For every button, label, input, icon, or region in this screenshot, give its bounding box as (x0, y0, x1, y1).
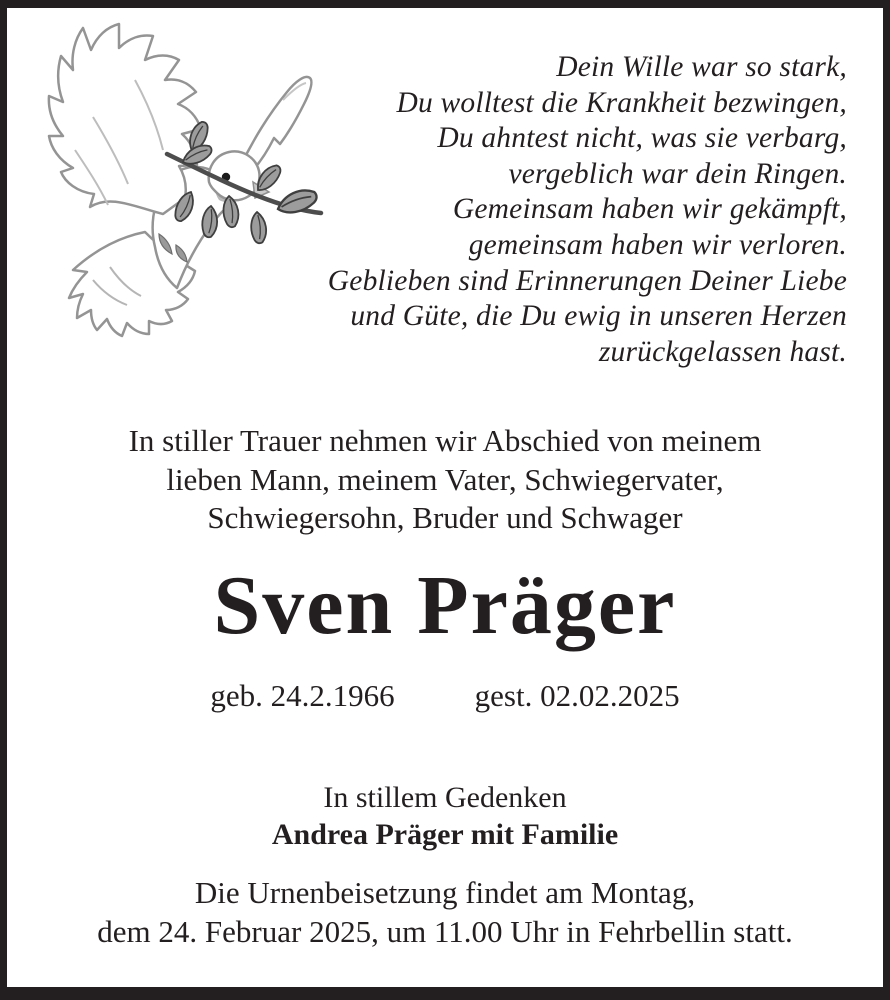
condolence-family: Andrea Präger mit Familie (271, 818, 619, 851)
poem-line: Geblieben sind Erinnerungen Deiner Liebe (327, 264, 847, 297)
memorial-poem (237, 50, 847, 370)
poem-line: gemeinsam haben wir verloren. (468, 228, 847, 261)
funeral-line: dem 24. Februar 2025, um 11.00 Uhr in Fehrbellin statt. (97, 913, 793, 949)
intro-line: In stiller Trauer nehmen wir Abschied von meinem (128, 423, 762, 458)
condolence-intro: In stillem Gedenken (323, 781, 567, 814)
poem-line: Dein Wille war so stark, (556, 51, 847, 83)
deceased-name: Sven Präger (213, 559, 677, 652)
poem-line: vergeblich war dein Ringen. (508, 157, 847, 190)
funeral-information (7, 874, 883, 951)
intro-line: lieben Mann, meinem Vater, Schwiegervater, (166, 461, 724, 497)
life-dates (7, 678, 883, 714)
poem-line: Du wolltest die Krankheit bezwingen, (396, 86, 847, 119)
birth-date: geb. 24.2.1966 (210, 678, 395, 713)
poem-line: und Güte, die Du ewig in unseren Herzen (350, 300, 847, 333)
funeral-line: Die Urnenbeisetzung findet am Montag, (194, 875, 696, 910)
poem-line: zurückgelassen hast. (598, 335, 847, 368)
death-date: gest. 02.02.2025 (474, 678, 680, 713)
mourning-introduction (7, 422, 883, 538)
intro-line: Schwiegersohn, Bruder und Schwager (207, 500, 683, 535)
poem-line: Du ahntest nicht, was sie verbarg, (437, 122, 847, 155)
poem-line: Gemeinsam haben wir gekämpft, (452, 193, 847, 226)
